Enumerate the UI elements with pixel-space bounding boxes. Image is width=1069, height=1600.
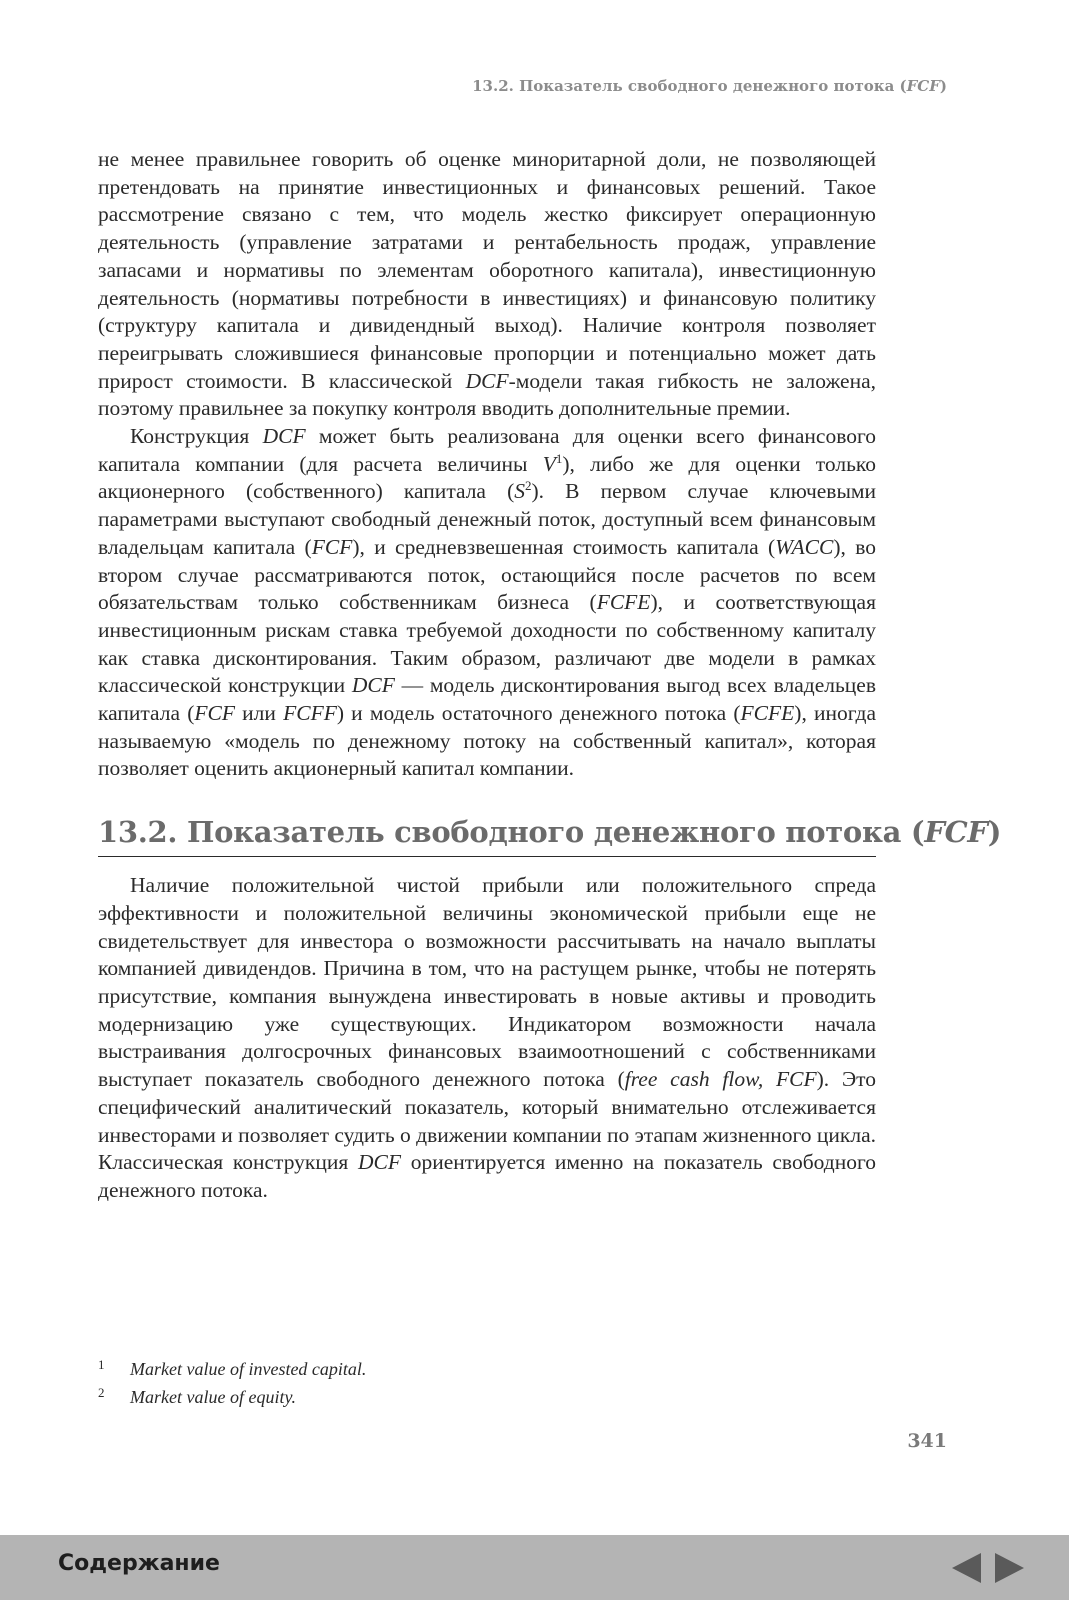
footnote-ref-1[interactable]: 1 [555, 450, 563, 466]
next-page-button[interactable] [991, 1550, 1027, 1586]
section-heading-suffix: ) [987, 815, 1002, 850]
paragraph-2 [98, 423, 876, 783]
page-navigation [949, 1550, 1027, 1586]
paragraph-1 [98, 146, 876, 423]
paragraph-2-text-g: ), и соответствующая инвестиционным рискам ставка требуемой доходности по собственному капиталу как ставка дисконтирования. Таким образом, различают две модели в рамках классической конструкции [98, 590, 876, 698]
page-number: 341 [907, 1430, 947, 1452]
term-dcf: DCF [262, 424, 306, 449]
section-heading-abbr: FCF [924, 815, 988, 850]
paragraph-3 [98, 872, 876, 1204]
triangle-right-icon [991, 1550, 1027, 1586]
term-dcf: DCF [465, 368, 509, 393]
paragraph-3-text-c: ориентируется именно на показатель свободного денежного потока. [98, 1150, 876, 1202]
footnotes [98, 1356, 876, 1412]
paragraph-2-text-c: ), либо же для оценки только акционерного (собственного) капитала ( [98, 451, 877, 504]
paragraph-3-text-b: ). Это специфический аналитический показатель, который внимательно отслеживается инвесторами и позволяет судить о движении компании по этапам жизненного цикла. Классическая конструкция [98, 1067, 876, 1175]
page-body [98, 146, 1002, 1205]
footnote-mark: 1 [98, 1357, 105, 1372]
term-fcff: FCFF [283, 701, 337, 726]
paragraph-2-text-f: ), во втором случае рассматриваются поток, остающийся после расчетов по всем обязательствам только собственникам бизнеса ( [98, 534, 877, 615]
running-head [472, 77, 947, 95]
prev-page-button[interactable] [949, 1550, 985, 1586]
paragraph-2-text-j: ) и модель остаточного денежного потока ( [336, 701, 741, 726]
paragraph-2-text-d: ). В первом случае ключевыми параметрами выступают свободный денежный поток, доступный всем финансовым владельцам капитала ( [98, 479, 877, 559]
footnote-1 [98, 1356, 876, 1384]
running-head-abbr: FCF [906, 77, 940, 95]
paragraph-3-text-a: Наличие положительной чистой прибыли или положительного спреда эффективности и положительной величины экономической прибыли еще не свидетельствует для инвестора о возможности рассчитывать на начало выплаты компанией дивидендов. Причина в том, что на растущем рынке, чтобы не потерять присутствие, компания вынуждена инвестировать в новые активы и проводить модернизацию уже существующих. Индикатором возможности начала выстраивания долгосрочных финансовых взаимоотношений с собственниками выступает показатель свободного денежного потока ( [98, 873, 876, 1092]
footnote-ref-2[interactable]: 2 [525, 478, 532, 494]
paragraph-2-text-e: ), и средневзвешенная стоимость капитала ( [352, 534, 776, 559]
footnote-2 [98, 1384, 876, 1412]
footnote-text: Market value of equity. [130, 1387, 296, 1407]
term-free-cash-flow: free cash flow, FCF [624, 1067, 817, 1092]
term-fcfe: FCFE [596, 590, 651, 615]
term-dcf: DCF [357, 1150, 401, 1175]
section-heading [98, 815, 1002, 857]
term-wacc: WACC [775, 534, 834, 559]
paragraph-2-text-b: может быть реализована для оценки всего финансового капитала компании (для расчета величины [98, 424, 876, 476]
term-fcf: FCF [194, 701, 235, 726]
running-head-prefix: 13.2. Показатель свободного денежного потока ( [472, 77, 907, 95]
footnote-mark: 2 [98, 1385, 105, 1400]
term-s: S [514, 479, 526, 504]
section-heading-prefix: 13.2. Показатель свободного денежного потока ( [98, 815, 925, 850]
paragraph-1-text-b: -модели такая гибкость не заложена, поэтому правильнее за покупку контроля вводить дополнительные премии. [98, 368, 876, 421]
term-fcfe: FCFE [740, 701, 795, 726]
term-fcf: FCF [311, 534, 353, 559]
bottom-toolbar [0, 1535, 1069, 1600]
term-v: V [542, 451, 556, 476]
paragraph-2-text-k: ), иногда называемую «модель по денежному потоку на собственный капитал», которая позволяет оценить акционерный капитал компании. [98, 701, 876, 781]
footnote-text: Market value of invested capital. [130, 1359, 367, 1379]
table-of-contents-button[interactable]: Содержание [58, 1551, 220, 1576]
paragraph-2-text-a: Конструкция [130, 424, 263, 449]
running-head-suffix: ) [939, 77, 947, 95]
paragraph-1-text-a: не менее правильнее говорить об оценке миноритарной доли, не позволяющей претендовать на принятие инвестиционных и финансовых решений. Такое рассмотрение связано с тем, что модель жестко фиксирует операционную деятельность (управление затратами и рентабельность продаж, управление запасами и нормативы по элементам оборотного капитала), инвестиционную деятельность (нормативы потребности в инвестициях) и финансовую политику (структуру капитала и дивидендный выход). Наличие контроля позволяет переигрывать сложившиеся финансовые пропорции и потенциально может дать прирост стоимости. В классической [98, 147, 876, 393]
term-dcf: DCF [351, 673, 395, 698]
paragraph-2-text-h: — модель дисконтирования выгод всех владельцев капитала ( [98, 673, 876, 726]
paragraph-2-text-i: или [235, 701, 284, 726]
triangle-left-icon [949, 1550, 985, 1586]
